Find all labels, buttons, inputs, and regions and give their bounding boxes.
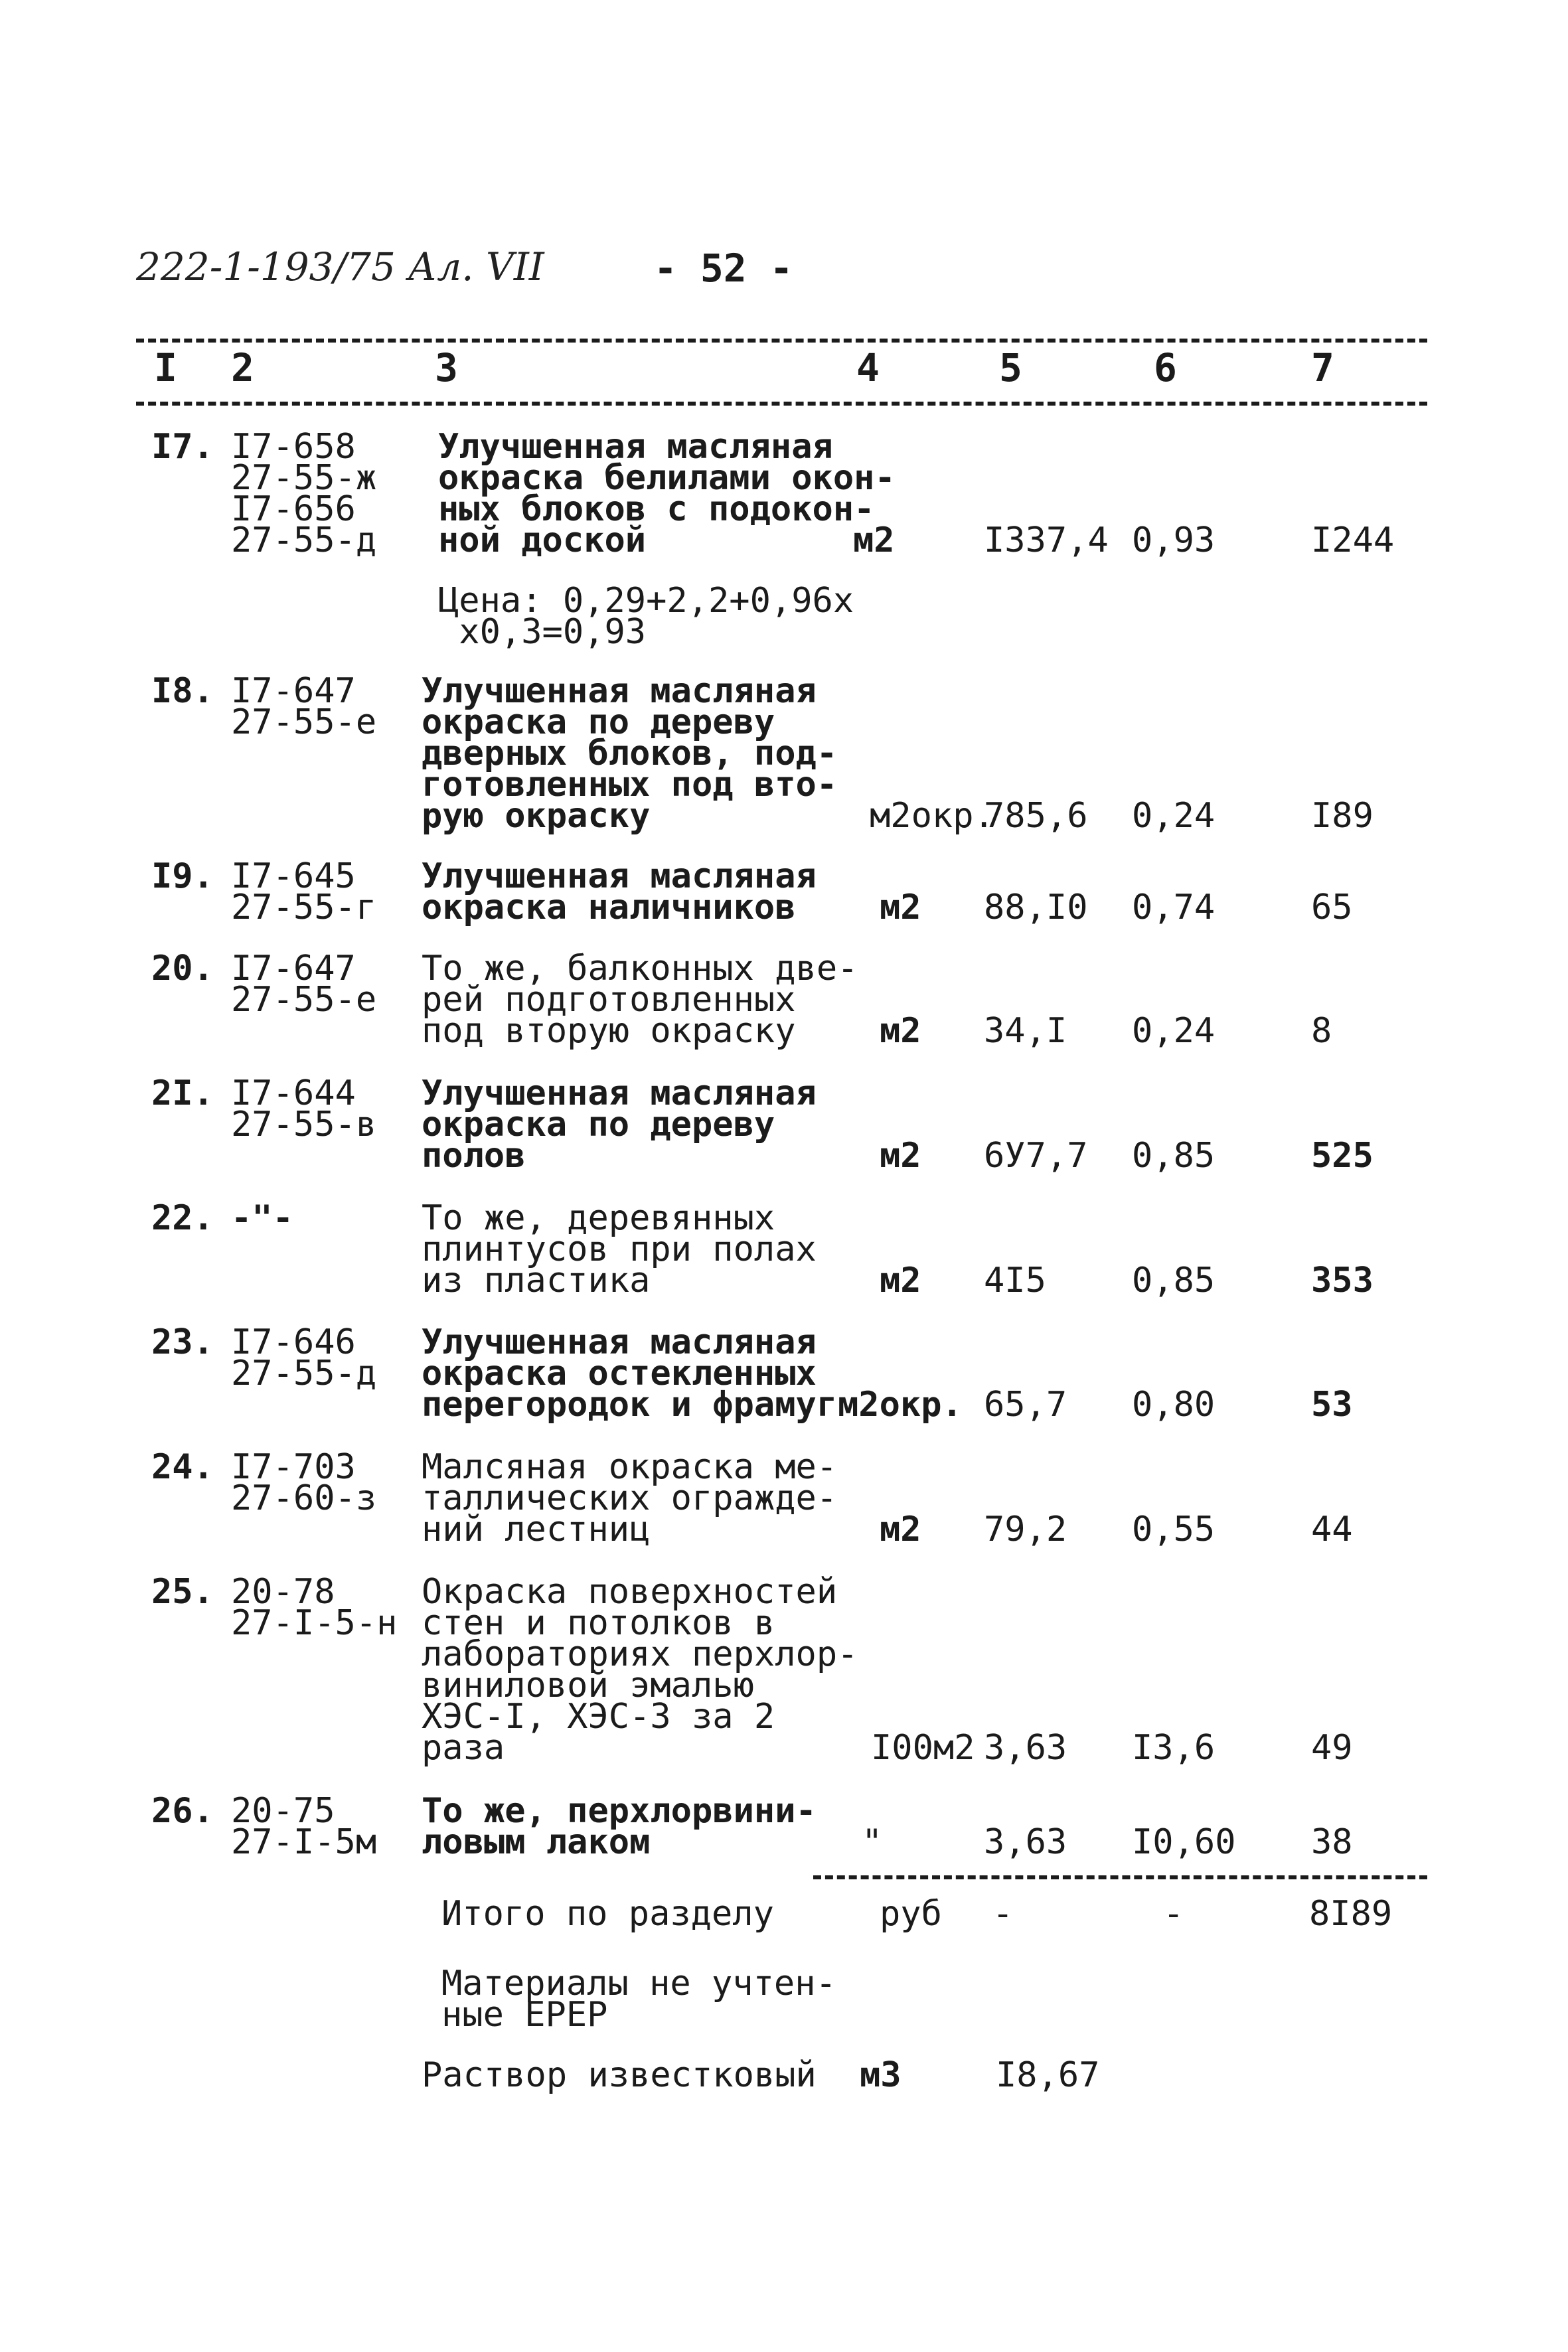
unit-price: 0,24 bbox=[1132, 796, 1215, 836]
col-header-6: 6 bbox=[1154, 345, 1177, 390]
quantity: 65,7 bbox=[984, 1385, 1067, 1425]
unit: м2 bbox=[880, 1136, 921, 1176]
work-description: То же, перхлорвини- ловым лаком bbox=[422, 1791, 817, 1862]
col-header-5: 5 bbox=[999, 345, 1022, 390]
rate-code: I7-644 27-55-в bbox=[231, 1073, 377, 1144]
work-description: Окраска поверхностей стен и потолков в лабораториях перхлор- виниловой эмалью ХЭС-I, ХЭС-3 за 2 раза bbox=[422, 1572, 858, 1768]
rate-code: 20-75 27-I-5м bbox=[231, 1791, 377, 1862]
unit: I00м2 bbox=[871, 1728, 975, 1768]
material-quantity: I8,67 bbox=[996, 2055, 1100, 2095]
row-number: 25. bbox=[151, 1572, 214, 1612]
quantity: 785,6 bbox=[984, 796, 1088, 836]
work-description: Улучшенная масляная окраска по дереву дверных блоков, под- готовленных под вто- рую окраску bbox=[422, 671, 838, 836]
section-total-price: - bbox=[1163, 1894, 1184, 1934]
total-cost: I89 bbox=[1311, 796, 1373, 836]
work-description: То же, балконных две- рей подготовленных под вторую окраску bbox=[422, 949, 858, 1051]
material-name: Раствор известковый bbox=[422, 2055, 817, 2095]
quantity: I337,4 bbox=[984, 520, 1109, 560]
row-number: 24. bbox=[151, 1447, 214, 1487]
rate-code: I7-703 27-60-з bbox=[231, 1447, 377, 1518]
subtotal-rule bbox=[813, 1875, 1427, 1879]
rate-code: I7-645 27-55-г bbox=[231, 856, 377, 927]
total-cost: I244 bbox=[1311, 520, 1395, 560]
unit-price: 0,93 bbox=[1132, 520, 1215, 560]
document-reference: 222-1-193/75 Ал. VII bbox=[136, 244, 544, 289]
material-unit: м3 bbox=[860, 2055, 902, 2095]
work-description: То же, деревянных плинтусов при полах из пластика bbox=[422, 1198, 817, 1300]
row-number: I8. bbox=[151, 671, 214, 711]
row-number: 26. bbox=[151, 1791, 214, 1831]
section-total-label: Итого по разделу bbox=[441, 1894, 774, 1934]
quantity: 3,63 bbox=[984, 1822, 1067, 1862]
unit: м2 bbox=[880, 1011, 921, 1051]
quantity: 79,2 bbox=[984, 1510, 1067, 1549]
row-number: 23. bbox=[151, 1322, 214, 1362]
section-total-qty: - bbox=[992, 1894, 1014, 1934]
unit: м2 bbox=[853, 520, 895, 560]
unit: м2окр. bbox=[838, 1385, 963, 1425]
total-cost: 53 bbox=[1311, 1385, 1353, 1425]
unit-price: 0,74 bbox=[1132, 888, 1215, 927]
rate-code: 20-78 27-I-5-н bbox=[231, 1572, 398, 1643]
unit: м2 bbox=[880, 1510, 921, 1549]
quantity: 34,I bbox=[984, 1011, 1067, 1051]
rate-code: I7-646 27-55-д bbox=[231, 1322, 377, 1393]
total-cost: 525 bbox=[1311, 1136, 1373, 1176]
unit-price: 0,80 bbox=[1132, 1385, 1215, 1425]
work-description: Малсяная окраска ме- таллических огражде- ний лестниц bbox=[422, 1447, 838, 1549]
unit-price: 0,85 bbox=[1132, 1136, 1215, 1176]
section-total-value: 8I89 bbox=[1309, 1894, 1393, 1934]
total-cost: 44 bbox=[1311, 1510, 1353, 1549]
row-number: 2I. bbox=[151, 1073, 214, 1113]
rate-code: I7-658 27-55-ж I7-656 27-55-д bbox=[231, 427, 377, 560]
row-number: I7. bbox=[151, 427, 214, 467]
rate-code: -"- bbox=[231, 1198, 293, 1238]
col-header-1: I bbox=[154, 345, 177, 390]
work-description: Улучшенная масляная окраска белилами окон- ных блоков с подокон- ной доской bbox=[438, 427, 896, 560]
unit: м2окр. bbox=[870, 796, 994, 836]
work-description: Улучшенная масляная окраска остекленных перегородок и фрамуг bbox=[422, 1322, 838, 1425]
total-cost: 65 bbox=[1311, 888, 1353, 927]
materials-label: Материалы не учтен- ные ЕРЕР bbox=[441, 1964, 836, 2035]
header-bottom-rule bbox=[136, 402, 1427, 406]
quantity: 6У7,7 bbox=[984, 1136, 1088, 1176]
page-number: - 52 - bbox=[654, 246, 793, 291]
total-cost: 38 bbox=[1311, 1822, 1353, 1862]
unit-price: 0,85 bbox=[1132, 1261, 1215, 1300]
work-description: Улучшенная масляная окраска наличников bbox=[422, 856, 817, 927]
col-header-2: 2 bbox=[231, 345, 254, 390]
rate-code: I7-647 27-55-е bbox=[231, 671, 377, 742]
unit: м2 bbox=[880, 888, 921, 927]
col-header-3: 3 bbox=[435, 345, 458, 390]
unit: " bbox=[862, 1822, 883, 1862]
header-top-rule bbox=[136, 339, 1427, 343]
unit-price: 0,24 bbox=[1132, 1011, 1215, 1051]
col-header-4: 4 bbox=[856, 345, 880, 390]
work-description: Улучшенная масляная окраска по дереву полов bbox=[422, 1073, 817, 1176]
quantity: 88,I0 bbox=[984, 888, 1088, 927]
section-total-unit: руб bbox=[880, 1894, 942, 1934]
rate-code: I7-647 27-55-е bbox=[231, 949, 377, 1020]
total-cost: 353 bbox=[1311, 1261, 1373, 1300]
total-cost: 8 bbox=[1311, 1011, 1332, 1051]
quantity: 4I5 bbox=[984, 1261, 1046, 1300]
row-number: 22. bbox=[151, 1198, 214, 1238]
unit-price: 0,55 bbox=[1132, 1510, 1215, 1549]
price-note: Цена: 0,29+2,2+0,96х х0,3=0,93 bbox=[438, 581, 854, 652]
unit: м2 bbox=[880, 1261, 921, 1300]
quantity: 3,63 bbox=[984, 1728, 1067, 1768]
row-number: 20. bbox=[151, 949, 214, 988]
row-number: I9. bbox=[151, 856, 214, 896]
unit-price: I0,60 bbox=[1132, 1822, 1236, 1862]
col-header-7: 7 bbox=[1311, 345, 1334, 390]
total-cost: 49 bbox=[1311, 1728, 1353, 1768]
unit-price: I3,6 bbox=[1132, 1728, 1215, 1768]
